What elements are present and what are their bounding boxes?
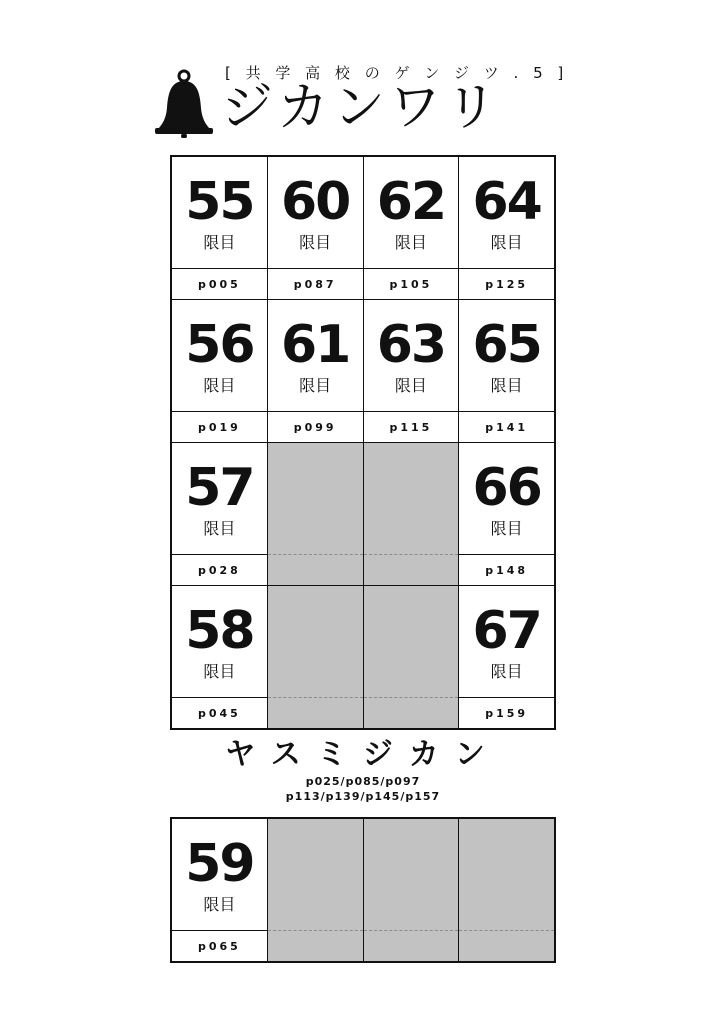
chapter-number: 59 — [185, 834, 254, 894]
chapter-cell — [459, 157, 554, 299]
empty-cell — [459, 819, 554, 961]
chapter-number: 67 — [472, 601, 541, 661]
chapter-label: 限目 — [490, 519, 523, 538]
chapter-page: p115 — [364, 411, 459, 442]
chapter-page: p105 — [364, 268, 459, 299]
chapter-cell — [172, 586, 267, 728]
chapter-page: p065 — [172, 930, 267, 961]
chapter-page: p045 — [172, 697, 267, 728]
page-title: ジカンワリ — [221, 78, 502, 138]
chapter-cell — [364, 300, 459, 442]
empty-cell — [364, 443, 459, 585]
empty-cell — [268, 819, 363, 961]
chapter-number: 60 — [280, 172, 350, 232]
chapter-cell — [364, 157, 459, 299]
bell-icon — [155, 68, 213, 138]
chapter-cell — [172, 443, 267, 585]
chapter-label: 限目 — [203, 895, 236, 914]
break-pages-line: p113/p139/p145/p157 — [285, 790, 441, 803]
chapter-label: 限目 — [490, 662, 523, 681]
chapter-number: 64 — [472, 172, 541, 232]
schedule-grid-extra — [170, 817, 556, 963]
break-pages-line: p025/p085/p097 — [305, 775, 421, 788]
chapter-cell — [459, 586, 554, 728]
chapter-label: 限目 — [490, 233, 523, 252]
schedule-grid — [170, 155, 556, 730]
chapter-number: 55 — [185, 172, 254, 232]
chapter-page: p099 — [268, 411, 363, 442]
chapter-cell — [459, 443, 554, 585]
chapter-cell — [172, 157, 267, 299]
chapter-page: p148 — [459, 554, 554, 585]
chapter-label: 限目 — [394, 376, 427, 395]
chapter-number: 57 — [185, 458, 254, 518]
chapter-page: p028 — [172, 554, 267, 585]
chapter-page: p159 — [459, 697, 554, 728]
chapter-label: 限目 — [203, 519, 236, 538]
chapter-number: 62 — [376, 172, 446, 232]
chapter-label: 限目 — [394, 233, 427, 252]
chapter-number: 63 — [376, 315, 446, 375]
chapter-page: p125 — [459, 268, 554, 299]
chapter-cell — [268, 300, 363, 442]
chapter-number: 61 — [280, 315, 350, 375]
chapter-page: p087 — [268, 268, 363, 299]
chapter-label: 限目 — [203, 662, 236, 681]
chapter-number: 66 — [472, 458, 541, 518]
chapter-label: 限目 — [299, 233, 332, 252]
empty-cell — [268, 443, 363, 585]
empty-cell — [364, 819, 459, 961]
chapter-cell — [172, 300, 267, 442]
chapter-number: 56 — [185, 315, 254, 375]
chapter-cell — [459, 300, 554, 442]
empty-cell — [268, 586, 363, 728]
empty-cell — [364, 586, 459, 728]
chapter-cell — [172, 819, 267, 961]
volume-subtitle: [ 共 学 高 校 の ゲ ン ジ ツ . 5 ] — [225, 64, 569, 82]
break-title: ヤスミジカン — [225, 737, 501, 772]
chapter-label: 限目 — [203, 376, 236, 395]
chapter-number: 58 — [185, 601, 254, 661]
chapter-number: 65 — [472, 315, 541, 375]
chapter-page: p005 — [172, 268, 267, 299]
chapter-cell — [268, 157, 363, 299]
chapter-page: p141 — [459, 411, 554, 442]
chapter-page: p019 — [172, 411, 267, 442]
header — [155, 62, 575, 142]
chapter-label: 限目 — [299, 376, 332, 395]
chapter-label: 限目 — [490, 376, 523, 395]
chapter-label: 限目 — [203, 233, 236, 252]
